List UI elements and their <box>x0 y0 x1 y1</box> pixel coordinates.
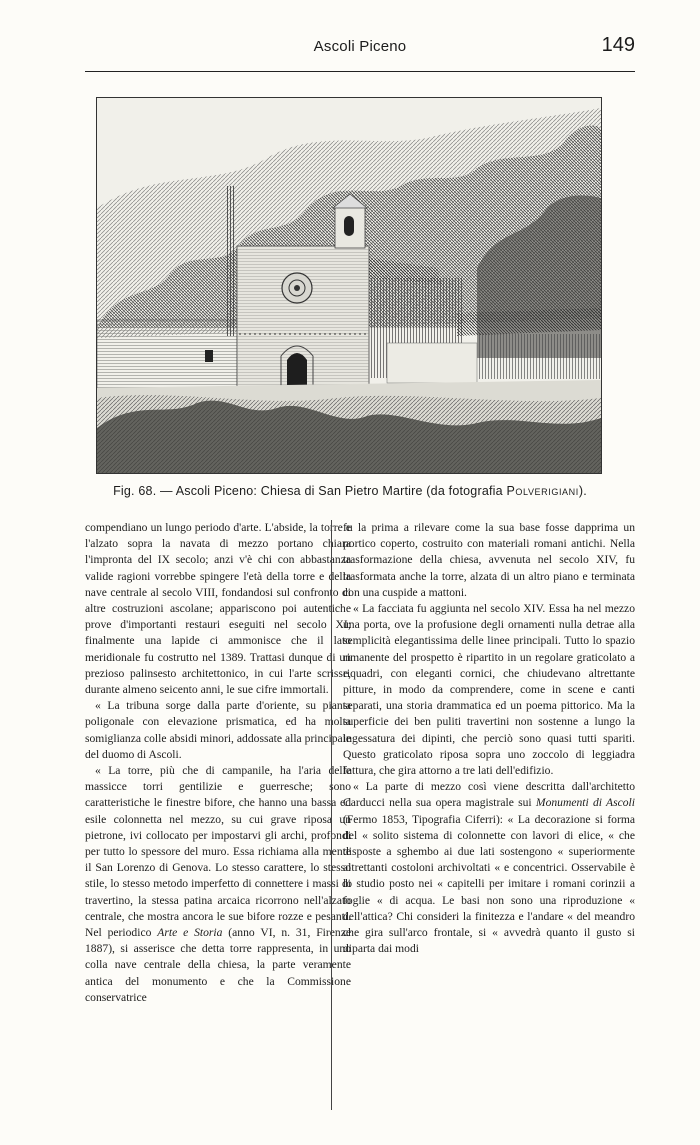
right-fence <box>477 334 601 379</box>
left-wall <box>97 320 237 390</box>
running-title: Ascoli Piceno <box>313 38 407 55</box>
church-door <box>287 353 307 388</box>
figure-caption <box>80 484 620 498</box>
caption-text: Fig. 68. — Ascoli Piceno: Chiesa di San Pietro Martire (da fotografia <box>113 484 503 498</box>
right-column <box>343 520 635 957</box>
paragraph: « La facciata fu aggiunta nel secolo XIV. Essa ha nel mezzo una porta, ove la profusione degli ornamenti nulla detrae alla semplicità elegantissima delle linee principali. Tutto lo spazio rimanente del prospetto è ripartito in un regolare graticolato a riquadri, con eleganti cornici, che chiudevano altrettante pitture, in modo da comprendere, come in scene e canti separati, una storia drammatica ed un poema pittorico. Ma la superficie dei ben puliti travertini non sostenne a lungo la ingessatura dei dipinti, che perciò sono quasi tutti spariti. Questo graticolato riposa sopra uno zoccolo di leggiadra fattura, che gira attorno a tre lati dell'edifizio. <box>343 602 635 778</box>
caption-end: ). <box>578 484 587 498</box>
paragraph-text: (Fermo 1853, Tipografia Ciferri): « La decorazione si forma del « solito sistema di colonnette con lavori di elice, « che disposte a sghembo ai due lati sostengono « superiormente altrettanti costoloni archivoltati « e concentrici. Osservabile è lo studio posto nei « capitelli per imitare i romani corinzii a foglie « di acqua. Le basi non sono una riproduzione « dell'attica? Chi consideri la finitezza e l'andare « del meandro che gira sull'arco frontale, si « avvedrà quanto il gusto si diparta dai modi <box>343 812 635 956</box>
paragraph-text: (anno VI, n. 31, Firenze 1887), si asserisce che detta torre rappresenta, in uno colla nave centrale della chiesa, la parte veramente antica del monumento e che la Commissione conservatrice <box>85 926 351 1004</box>
page-header <box>85 30 635 74</box>
paragraph <box>343 779 635 957</box>
caption-credit: Polverigiani <box>506 484 579 498</box>
church-engraving-illustration <box>97 98 601 473</box>
paragraph: fu la prima a rilevare come la sua base fosse dapprima un portico coperto, costruito con materiali romani antichi. Nella trasformazione della chiesa, avvenuta nel secolo XIV, fu trasformata anche la torre, alzata di un altro piano e terminata con una cuspide a mattoni. <box>343 521 635 599</box>
paragraph: compendiano un lungo periodo d'arte. L'abside, la torre e l'alzato sopra la navata di mezzo portano chiara l'impronta del IX secolo; anzi v'è chi con abbastanza valide ragioni vorrebbe spingere l'età della torre e della nave centrale al secolo VIII, fondandosi sul confronto di altre costruzioni ascolane; appariscono poi autentiche prove d'importanti restauri eseguiti nel secolo XI; finalmente una lapide ci ammonisce che il lato meridionale fu costrutto nel 1389. Trattasi dunque di un prezioso palinsesto architettonico, in cui l'arte scrisse, durante almeno seicento anni, le sue cifre immortali. <box>85 521 351 697</box>
paragraph-text: « La torre, più che di campanile, ha l'aria delle massicce torri gentilizie e guerresche; sono caratteristiche le finestre bifore, che hanno una bassa ed esile colonnetta nel mezzo, su cui grave riposa un pietrone, ivi collocato per impostarvi gli archi, profondi per tutto lo spessore del muro. Essa richiama alla mente il San Lorenzo di Genova. Lo stesso carattere, lo stesso stile, lo stesso metodo imperfetto di connettere i massi di travertino, la stessa patina arcaica ricorrono nell'alzato centrale, che mostra ancora le sue bifore rozze e pesanti. Nel periodico <box>85 764 351 940</box>
left-column <box>85 520 351 1006</box>
column-divider <box>331 520 332 1110</box>
work-title: Monumenti di Ascoli <box>535 796 635 810</box>
left-tower <box>225 186 235 336</box>
bell-opening <box>344 216 354 236</box>
paragraph <box>85 763 351 1006</box>
wall-window <box>205 350 213 362</box>
paragraph: « La tribuna sorge dalla parte d'oriente, su pianta poligonale con elevazione prismatica, ed ha molta somiglianza colle absidi minori, addossate alla principale del duomo di Ascoli. <box>85 699 351 761</box>
paragraph-text: « La parte di mezzo così viene descritta dall'architetto Carducci nella sua opera magistrale sui <box>343 780 635 810</box>
right-low-wall <box>387 343 477 383</box>
page-number: 149 <box>601 34 635 56</box>
journal-title: Arte e Storia <box>157 926 223 940</box>
header-rule <box>85 71 635 72</box>
figure-engraving <box>96 97 602 474</box>
